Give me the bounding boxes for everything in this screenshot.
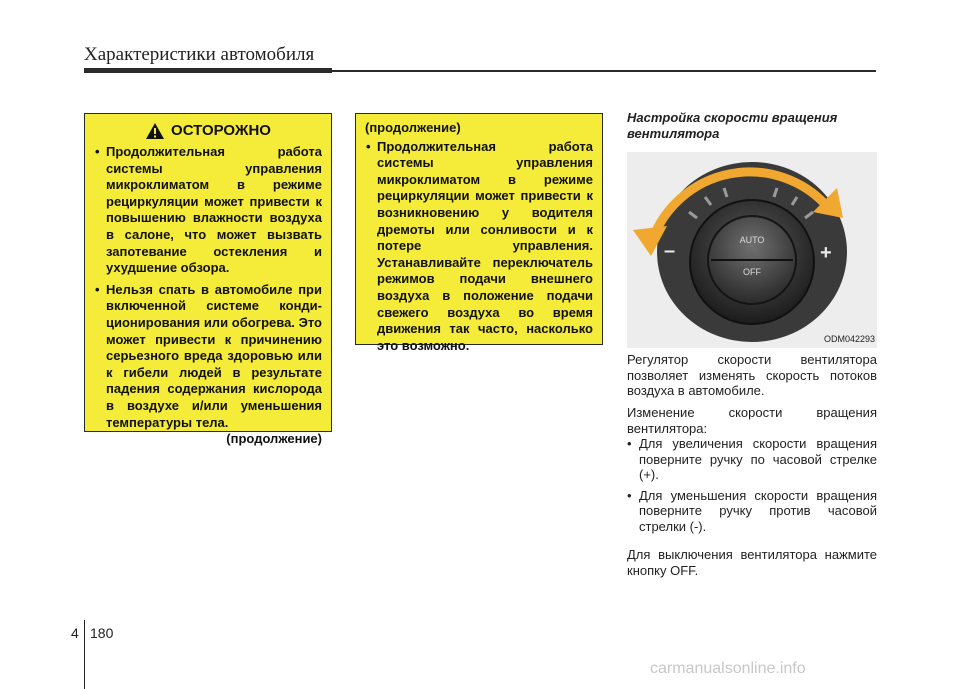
- warning-heading: [94, 122, 322, 140]
- continued-list: [365, 139, 593, 355]
- paragraph: Регулятор скорости вентилятора позволяет изменять скорость потоков воздуха в автомобиле.: [627, 352, 877, 399]
- continued-warning-box: [355, 113, 603, 353]
- off-label: OFF: [743, 267, 761, 277]
- warning-title: ОСТОРОЖНО: [171, 121, 271, 139]
- warning-list: [94, 144, 322, 431]
- step-item: • Для увеличения скорости вращения поверните ручку по часовой стрелке (+).: [627, 436, 877, 483]
- chapter-number: 4: [71, 625, 79, 641]
- fan-knob-illustration: [627, 152, 877, 348]
- header-thin-rule: [332, 70, 876, 72]
- image-code: ODM042293: [823, 334, 875, 344]
- warning-item: • Продолжительная работа системы управления микроклиматом в режиме рециркуляции может привести к возникновению у водителя дремоты или сонливости и к потере управления. Устанавливайте переключатель режимов подачи внешнего воздуха в положение подачи свежего воздуха во время движения так часто, насколько это возможно.: [365, 139, 593, 355]
- auto-label: AUTO: [739, 235, 765, 245]
- fan-knob-photo: [627, 152, 877, 348]
- warning-box: [84, 113, 332, 447]
- section-title: Настройка скорости вращения вентилятора: [627, 110, 838, 141]
- header-thick-rule: [84, 68, 332, 73]
- plus-sign: +: [820, 242, 832, 264]
- paragraph: Изменение скорости вращения вентилятора:: [627, 405, 877, 436]
- warning-triangle-icon: [145, 122, 165, 140]
- page-number: 180: [90, 625, 114, 641]
- minus-sign: –: [664, 240, 676, 262]
- warning-item: • Нельзя спать в автомобиле при включенной системе конди-ционирования или обогрева. Это может привести к причинению серьезного вреда здоровью или к гибели людей в результате падения содержания кислорода в воздухе и/или уменьшения температуры тела.: [94, 282, 322, 431]
- continued-label: (продолжение): [365, 120, 461, 135]
- warning-item: • Продолжительная работа системы управления микроклиматом в режиме рециркуляции может привести к повышению влажности воздуха в салоне, что может вызвать запотевание остекления и ухудшение обзора.: [94, 144, 322, 277]
- watermark: carmanualsonline.info: [650, 660, 806, 677]
- continued-label: (продолжение): [226, 431, 322, 447]
- step-item: • Для уменьшения скорости вращения поверните ручку против часовой стрелки (-).: [627, 488, 877, 535]
- steps-list: [627, 436, 877, 540]
- page-header-title: Характеристики автомобиля: [84, 44, 315, 65]
- page-number-divider: [84, 620, 85, 689]
- paragraph: Для выключения вентилятора нажмите кнопку OFF.: [627, 547, 877, 578]
